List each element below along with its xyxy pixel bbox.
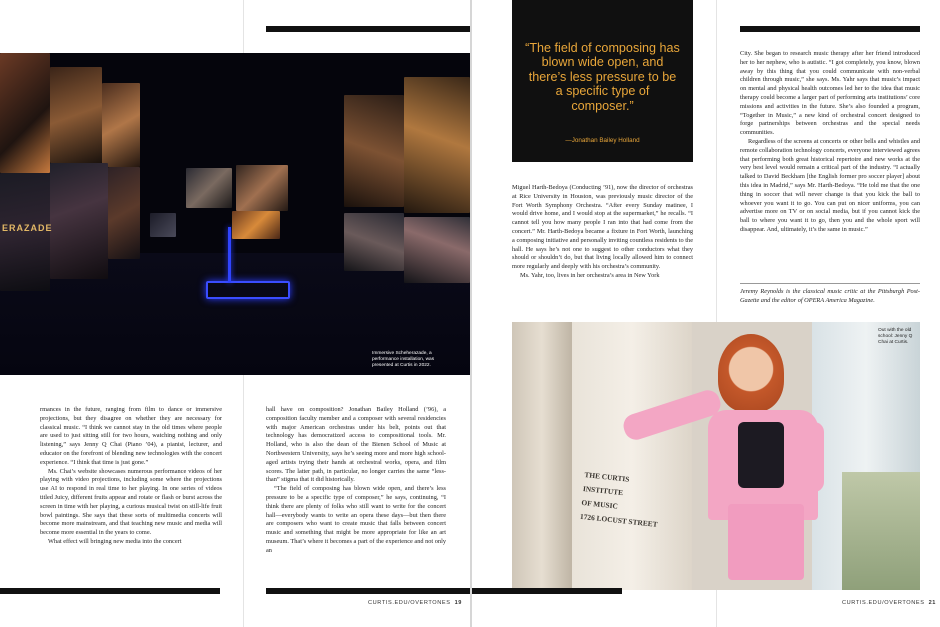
paragraph: Miguel Harth-Bedoya (Conducting ’91), now the director of orchestras at Rice University in Houston, was previously music director of the Fort Worth Symphony Orchestra. “After every Sunday matinee, I would drive home, and I would stop at the supermarket,” he recalls. “I cannot tell you how many people I ran into that had come from the concert.” Mr. Harth-Bedoya became a fixture in Fort Worth, launching a composing initiative and personally inviting countless residents to the hall. He says he’s not one to suggest to other conductors what they should or shouldn’t do, but that living locally allowed him to connect more regularly and deeply with his orchestra’s community. (512, 184, 693, 271)
paragraph: “The field of composing has blown wide open, and there’s less pressure to be a specific type of composer,” he says, continuing, “I think there are plenty of folks who still want to write for the concert hall—everybody wants to write an opera these days—but then there are composers who want to create music that falls between concert music and something that might be more appropriate for like an art museum. That’s where it becomes a part of the experience and not only an (266, 485, 446, 554)
paragraph: What effect will bringing new media into the concert (48, 537, 182, 545)
folio-page-number: 19 (454, 600, 462, 606)
right-page (472, 0, 940, 627)
pull-quote-box (512, 0, 693, 162)
author-bio: Jeremy Reynolds is the classical music critic at the Pittsburgh Post-Gazette and the editor of OPERA America Magazine. (740, 288, 920, 304)
paragraph: Regardless of the screens at concerts or other bells and whistles and remote collaboration technology concerts, everyone interviewed agrees that performing both great historical repertoire and new works at the very best level would remain a critical part of the industry. “I actually talked to David Beckham [the English former pro soccer player] about this idea in Madrid,” says Mr. Harth-Bedoya. “He told me that the one thing in soccer that will never change is that you kick the ball to whoever you want it to go. You can put on nicer uniforms, you can advertise more on TV or on social media, but if you cannot kick the ball to where you want it to go, then you and the whole sport will disappear. And, ultimately, it’s the same in music.” (740, 137, 920, 233)
top-rule (740, 26, 920, 32)
paragraph: City. She began to research music therapy after her friend introduced her to her nephew, who is autistic. “I got completely, you know, blown away by this thing that you could communicate with non-verbal children through music,” she says. Ms. Yahr says that music’s impact on mental and physical health outcomes led her to the idea that music therapy could become a larger part of performing arts institutions’ core missions and activities in the future. She’s also founded a program, “Together in Music,” a new kind of orchestral concert designed to forge partnerships between orchestras and the special needs communities. (740, 50, 920, 137)
top-rule (266, 26, 470, 32)
bottom-rule (472, 588, 622, 594)
left-column-1 (40, 406, 222, 547)
inscription-line: THE CURTIS INSTITUTE (582, 470, 630, 498)
paragraph: rmances in the future, ranging from film to dance or immersive projections, but they disagree on whether they are necessary for classical music. “I think we cannot stay in the old times where people are used to just sitting still for two hours, watching nothing and only listening,” says Jenny Q Chai (Piano ’04), a pianist, lecturer, and educator on the forefront of blending new technologies with the concert experience. “I think that time is just gone.” (40, 406, 222, 466)
portrait-photo (512, 322, 920, 590)
left-column-2 (266, 406, 446, 556)
hero-caption: Immersive Scheherazade, a performance installation, was presented at Curtis in 2022. (372, 351, 435, 368)
sign-text: ERAZADE (2, 223, 53, 233)
paragraph: hall have on composition? Jonathan Bailey Holland (’96), a composition faculty member and a composer with several residencies with major American orchestras under his belt, points out that technology has democratized access to compositional tools. Mr. Holland, who is also the dean of the Bienen School of Music at Northwestern University, says he’s seeing more and more high school-aged artists trying their hands at orchestral works, opera, and film scores. The latter path, in particular, no longer carries the same “less-than” stigma that it did historically. (266, 406, 446, 484)
folio-right (842, 600, 936, 606)
folio-page-number: 21 (928, 600, 936, 606)
folio-site: CURTIS.EDU/OVERTONES (842, 600, 925, 606)
folio-site: CURTIS.EDU/OVERTONES (368, 600, 451, 606)
bio-divider (740, 283, 920, 284)
building-inscription (579, 468, 662, 532)
inscription-line: OF MUSIC (581, 497, 619, 511)
right-column-1 (512, 184, 693, 281)
portrait-caption: Out with the old school: Jenny Q Chai at Curtis. (878, 328, 913, 345)
right-column-2 (740, 50, 920, 235)
bottom-rule (0, 588, 220, 594)
bottom-rule (266, 588, 470, 594)
pull-quote-attribution: —Jonathan Bailey Holland (565, 137, 640, 144)
inscription-line: 1726 LOCUST STREET (579, 511, 659, 529)
paragraph: Ms. Yahr, too, lives in her orchestra’s area in New York (520, 271, 660, 279)
paragraph: Ms. Chai’s website showcases numerous performance videos of her playing with video projections, including some where the projections use AI to respond in real time to her playing. In one series of videos titled Juicy, different fruits appear and rotate or flash or burst across the screen in time with her playing, a curious musical twist on still-life fruit bowl paintings. She says that these sorts of multimedia concerts will become more mainstream, and that teaching new music and media will become more essential in the years to come. (40, 467, 222, 537)
folio-left (368, 600, 462, 606)
hero-photo (0, 53, 470, 375)
pull-quote-text: “The field of composing has blown wide open, and there’s less pressure to be a specific type of composer.” (525, 41, 680, 113)
